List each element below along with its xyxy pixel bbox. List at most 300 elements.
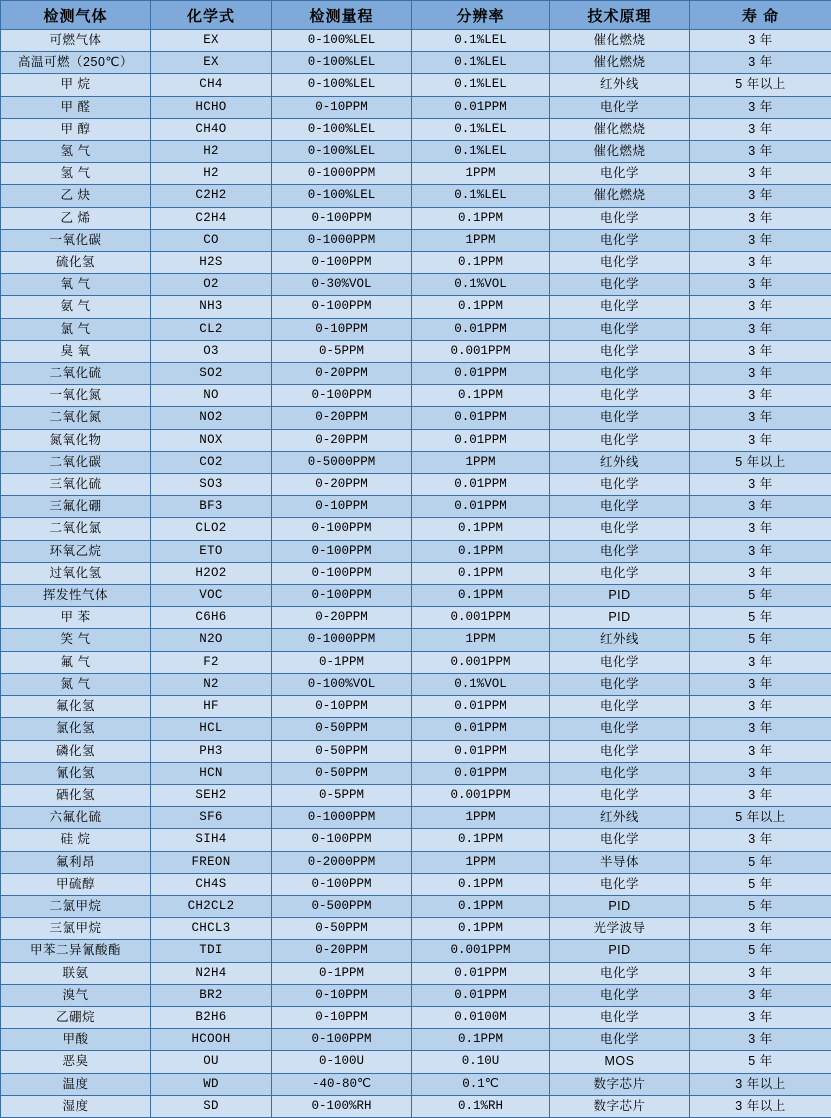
cell-resolution: 0.1PPM bbox=[412, 585, 550, 607]
cell-principle: PID bbox=[550, 895, 690, 917]
cell-gas: 氢 气 bbox=[1, 141, 151, 163]
table-body bbox=[1, 30, 831, 1118]
cell-principle: 电化学 bbox=[550, 784, 690, 806]
cell-lifespan: 5 年以上 bbox=[690, 451, 831, 473]
cell-lifespan: 3 年 bbox=[690, 518, 831, 540]
cell-formula: FREON bbox=[151, 851, 272, 873]
cell-range: 0-50PPM bbox=[272, 918, 412, 940]
cell-resolution: 0.01PPM bbox=[412, 96, 550, 118]
cell-lifespan: 5 年 bbox=[690, 895, 831, 917]
cell-lifespan: 3 年 bbox=[690, 673, 831, 695]
cell-resolution: 0.1%LEL bbox=[412, 185, 550, 207]
cell-range: 0-50PPM bbox=[272, 762, 412, 784]
cell-formula: HCOOH bbox=[151, 1029, 272, 1051]
cell-resolution: 0.001PPM bbox=[412, 607, 550, 629]
cell-range: 0-20PPM bbox=[272, 429, 412, 451]
table-row bbox=[1, 651, 831, 673]
cell-lifespan: 3 年 bbox=[690, 207, 831, 229]
cell-lifespan: 3 年以上 bbox=[690, 1095, 831, 1117]
cell-gas: 磷化氢 bbox=[1, 740, 151, 762]
cell-formula: SF6 bbox=[151, 807, 272, 829]
cell-lifespan: 3 年 bbox=[690, 651, 831, 673]
cell-principle: 催化燃烧 bbox=[550, 30, 690, 52]
table-row bbox=[1, 984, 831, 1006]
cell-gas: 氢 气 bbox=[1, 163, 151, 185]
cell-lifespan: 3 年 bbox=[690, 962, 831, 984]
cell-principle: 电化学 bbox=[550, 340, 690, 362]
cell-principle: 电化学 bbox=[550, 407, 690, 429]
table-row bbox=[1, 1029, 831, 1051]
cell-range: 0-1000PPM bbox=[272, 163, 412, 185]
cell-range: 0-100PPM bbox=[272, 562, 412, 584]
cell-principle: 电化学 bbox=[550, 1006, 690, 1028]
cell-principle: 红外线 bbox=[550, 74, 690, 96]
table-row bbox=[1, 918, 831, 940]
table-row bbox=[1, 762, 831, 784]
cell-resolution: 0.1PPM bbox=[412, 1029, 550, 1051]
cell-resolution: 0.1%LEL bbox=[412, 30, 550, 52]
cell-gas: 氯化氢 bbox=[1, 718, 151, 740]
cell-principle: 电化学 bbox=[550, 718, 690, 740]
cell-range: 0-10PPM bbox=[272, 96, 412, 118]
cell-gas: 硫化氢 bbox=[1, 252, 151, 274]
cell-resolution: 1PPM bbox=[412, 807, 550, 829]
cell-lifespan: 3 年 bbox=[690, 407, 831, 429]
cell-range: 0-10PPM bbox=[272, 696, 412, 718]
cell-lifespan: 5 年 bbox=[690, 873, 831, 895]
cell-lifespan: 5 年 bbox=[690, 1051, 831, 1073]
cell-gas: 联氨 bbox=[1, 962, 151, 984]
cell-principle: PID bbox=[550, 940, 690, 962]
cell-lifespan: 3 年 bbox=[690, 163, 831, 185]
column-header-formula: 化学式 bbox=[151, 1, 272, 30]
cell-formula: CH2CL2 bbox=[151, 895, 272, 917]
cell-gas: 氮 气 bbox=[1, 673, 151, 695]
cell-range: 0-1000PPM bbox=[272, 807, 412, 829]
cell-lifespan: 3 年 bbox=[690, 52, 831, 74]
cell-gas: 高温可燃（250℃） bbox=[1, 52, 151, 74]
cell-gas: 一氧化氮 bbox=[1, 385, 151, 407]
table-row bbox=[1, 673, 831, 695]
cell-lifespan: 3 年 bbox=[690, 918, 831, 940]
cell-range: 0-1000PPM bbox=[272, 629, 412, 651]
table-row bbox=[1, 141, 831, 163]
cell-gas: 环氧乙烷 bbox=[1, 540, 151, 562]
table-row bbox=[1, 1073, 831, 1095]
cell-gas: 氧 气 bbox=[1, 274, 151, 296]
cell-resolution: 0.01PPM bbox=[412, 718, 550, 740]
cell-gas: 硅 烷 bbox=[1, 829, 151, 851]
cell-range: 0-2000PPM bbox=[272, 851, 412, 873]
cell-gas: 臭 氧 bbox=[1, 340, 151, 362]
cell-principle: MOS bbox=[550, 1051, 690, 1073]
cell-formula: SD bbox=[151, 1095, 272, 1117]
cell-principle: PID bbox=[550, 607, 690, 629]
cell-gas: 可燃气体 bbox=[1, 30, 151, 52]
cell-gas: 溴气 bbox=[1, 984, 151, 1006]
cell-resolution: 0.1℃ bbox=[412, 1073, 550, 1095]
cell-resolution: 0.001PPM bbox=[412, 651, 550, 673]
cell-range: -40-80℃ bbox=[272, 1073, 412, 1095]
cell-lifespan: 5 年以上 bbox=[690, 807, 831, 829]
table-row bbox=[1, 895, 831, 917]
cell-resolution: 0.1PPM bbox=[412, 895, 550, 917]
cell-formula: EX bbox=[151, 52, 272, 74]
cell-principle: 电化学 bbox=[550, 207, 690, 229]
cell-principle: 催化燃烧 bbox=[550, 52, 690, 74]
cell-lifespan: 5 年 bbox=[690, 607, 831, 629]
cell-lifespan: 3 年 bbox=[690, 474, 831, 496]
cell-principle: 电化学 bbox=[550, 562, 690, 584]
cell-resolution: 0.01PPM bbox=[412, 496, 550, 518]
cell-range: 0-1PPM bbox=[272, 651, 412, 673]
table-row bbox=[1, 1006, 831, 1028]
table-row bbox=[1, 1095, 831, 1117]
cell-resolution: 0.1PPM bbox=[412, 562, 550, 584]
cell-resolution: 0.1PPM bbox=[412, 518, 550, 540]
cell-gas: 六氟化硫 bbox=[1, 807, 151, 829]
cell-formula: NH3 bbox=[151, 296, 272, 318]
table-header-row bbox=[1, 1, 831, 30]
table-row bbox=[1, 296, 831, 318]
cell-resolution: 0.01PPM bbox=[412, 762, 550, 784]
cell-principle: 电化学 bbox=[550, 762, 690, 784]
cell-principle: 数字芯片 bbox=[550, 1095, 690, 1117]
cell-gas: 过氧化氢 bbox=[1, 562, 151, 584]
cell-principle: 电化学 bbox=[550, 984, 690, 1006]
cell-range: 0-100PPM bbox=[272, 518, 412, 540]
cell-principle: 电化学 bbox=[550, 496, 690, 518]
cell-formula: H2 bbox=[151, 163, 272, 185]
cell-lifespan: 3 年 bbox=[690, 363, 831, 385]
cell-lifespan: 3 年 bbox=[690, 118, 831, 140]
cell-resolution: 0.1PPM bbox=[412, 918, 550, 940]
cell-resolution: 0.001PPM bbox=[412, 340, 550, 362]
cell-resolution: 0.01PPM bbox=[412, 962, 550, 984]
cell-formula: PH3 bbox=[151, 740, 272, 762]
cell-resolution: 0.01PPM bbox=[412, 984, 550, 1006]
cell-lifespan: 3 年 bbox=[690, 274, 831, 296]
table-row bbox=[1, 451, 831, 473]
cell-range: 0-100PPM bbox=[272, 540, 412, 562]
cell-principle: 半导体 bbox=[550, 851, 690, 873]
cell-formula: C2H4 bbox=[151, 207, 272, 229]
cell-formula: BF3 bbox=[151, 496, 272, 518]
table-row bbox=[1, 940, 831, 962]
cell-lifespan: 3 年 bbox=[690, 340, 831, 362]
cell-range: 0-100PPM bbox=[272, 873, 412, 895]
cell-resolution: 1PPM bbox=[412, 229, 550, 251]
cell-principle: 电化学 bbox=[550, 696, 690, 718]
cell-formula: CH4S bbox=[151, 873, 272, 895]
cell-range: 0-100%LEL bbox=[272, 74, 412, 96]
cell-range: 0-10PPM bbox=[272, 1006, 412, 1028]
cell-gas: 甲硫醇 bbox=[1, 873, 151, 895]
cell-gas: 甲 醇 bbox=[1, 118, 151, 140]
cell-gas: 甲 烷 bbox=[1, 74, 151, 96]
table-row bbox=[1, 363, 831, 385]
cell-resolution: 0.001PPM bbox=[412, 784, 550, 806]
cell-resolution: 0.1%RH bbox=[412, 1095, 550, 1117]
cell-principle: 电化学 bbox=[550, 1029, 690, 1051]
table-row bbox=[1, 318, 831, 340]
cell-resolution: 1PPM bbox=[412, 629, 550, 651]
cell-lifespan: 3 年 bbox=[690, 562, 831, 584]
cell-lifespan: 3 年 bbox=[690, 740, 831, 762]
table-row bbox=[1, 540, 831, 562]
table-row bbox=[1, 474, 831, 496]
cell-resolution: 0.1PPM bbox=[412, 873, 550, 895]
cell-formula: HCL bbox=[151, 718, 272, 740]
cell-principle: 红外线 bbox=[550, 629, 690, 651]
cell-lifespan: 3 年 bbox=[690, 30, 831, 52]
cell-formula: SO3 bbox=[151, 474, 272, 496]
cell-gas: 挥发性气体 bbox=[1, 585, 151, 607]
cell-principle: 数字芯片 bbox=[550, 1073, 690, 1095]
cell-formula: SIH4 bbox=[151, 829, 272, 851]
column-header-resolution: 分辨率 bbox=[412, 1, 550, 30]
cell-range: 0-5PPM bbox=[272, 340, 412, 362]
cell-gas: 湿度 bbox=[1, 1095, 151, 1117]
cell-formula: EX bbox=[151, 30, 272, 52]
cell-gas: 温度 bbox=[1, 1073, 151, 1095]
cell-formula: CH4 bbox=[151, 74, 272, 96]
cell-range: 0-20PPM bbox=[272, 607, 412, 629]
table-row bbox=[1, 784, 831, 806]
cell-formula: OU bbox=[151, 1051, 272, 1073]
cell-principle: 催化燃烧 bbox=[550, 185, 690, 207]
cell-gas: 甲苯二异氰酸酯 bbox=[1, 940, 151, 962]
cell-principle: 电化学 bbox=[550, 96, 690, 118]
cell-principle: 电化学 bbox=[550, 518, 690, 540]
cell-gas: 氟利昂 bbox=[1, 851, 151, 873]
cell-resolution: 0.1%LEL bbox=[412, 118, 550, 140]
cell-resolution: 1PPM bbox=[412, 451, 550, 473]
cell-lifespan: 5 年以上 bbox=[690, 74, 831, 96]
cell-range: 0-100PPM bbox=[272, 585, 412, 607]
cell-resolution: 0.01PPM bbox=[412, 696, 550, 718]
cell-principle: PID bbox=[550, 585, 690, 607]
cell-lifespan: 3 年 bbox=[690, 229, 831, 251]
cell-range: 0-100%RH bbox=[272, 1095, 412, 1117]
cell-principle: 红外线 bbox=[550, 451, 690, 473]
cell-lifespan: 3 年 bbox=[690, 762, 831, 784]
table-row bbox=[1, 696, 831, 718]
cell-formula: H2S bbox=[151, 252, 272, 274]
cell-formula: SEH2 bbox=[151, 784, 272, 806]
cell-range: 0-10PPM bbox=[272, 984, 412, 1006]
column-header-gas: 检测气体 bbox=[1, 1, 151, 30]
cell-formula: H2 bbox=[151, 141, 272, 163]
table-row bbox=[1, 851, 831, 873]
cell-principle: 电化学 bbox=[550, 163, 690, 185]
cell-resolution: 0.1PPM bbox=[412, 296, 550, 318]
cell-range: 0-100%LEL bbox=[272, 185, 412, 207]
cell-principle: 电化学 bbox=[550, 962, 690, 984]
cell-range: 0-100%LEL bbox=[272, 52, 412, 74]
cell-gas: 氨 气 bbox=[1, 296, 151, 318]
cell-principle: 电化学 bbox=[550, 873, 690, 895]
cell-range: 0-50PPM bbox=[272, 740, 412, 762]
cell-range: 0-100PPM bbox=[272, 1029, 412, 1051]
cell-lifespan: 3 年 bbox=[690, 496, 831, 518]
table-header bbox=[1, 1, 831, 30]
cell-range: 0-20PPM bbox=[272, 407, 412, 429]
cell-resolution: 0.1PPM bbox=[412, 207, 550, 229]
cell-formula: N2O bbox=[151, 629, 272, 651]
cell-formula: N2 bbox=[151, 673, 272, 695]
cell-lifespan: 3 年以上 bbox=[690, 1073, 831, 1095]
table-row bbox=[1, 1051, 831, 1073]
cell-range: 0-30%VOL bbox=[272, 274, 412, 296]
cell-resolution: 1PPM bbox=[412, 851, 550, 873]
cell-resolution: 0.1%VOL bbox=[412, 673, 550, 695]
table-row bbox=[1, 807, 831, 829]
cell-resolution: 0.01PPM bbox=[412, 740, 550, 762]
cell-gas: 三氯甲烷 bbox=[1, 918, 151, 940]
cell-resolution: 0.10U bbox=[412, 1051, 550, 1073]
cell-gas: 三氧化硫 bbox=[1, 474, 151, 496]
cell-resolution: 0.001PPM bbox=[412, 940, 550, 962]
table-row bbox=[1, 252, 831, 274]
cell-principle: 电化学 bbox=[550, 318, 690, 340]
cell-range: 0-1000PPM bbox=[272, 229, 412, 251]
cell-lifespan: 3 年 bbox=[690, 185, 831, 207]
cell-principle: 电化学 bbox=[550, 363, 690, 385]
cell-resolution: 0.01PPM bbox=[412, 429, 550, 451]
table-row bbox=[1, 163, 831, 185]
cell-formula: VOC bbox=[151, 585, 272, 607]
table-row bbox=[1, 740, 831, 762]
table-row bbox=[1, 429, 831, 451]
cell-formula: CO bbox=[151, 229, 272, 251]
cell-gas: 乙 炔 bbox=[1, 185, 151, 207]
table-row bbox=[1, 52, 831, 74]
cell-range: 0-100PPM bbox=[272, 207, 412, 229]
cell-gas: 氮氧化物 bbox=[1, 429, 151, 451]
cell-lifespan: 5 年 bbox=[690, 851, 831, 873]
cell-formula: NO2 bbox=[151, 407, 272, 429]
table-row bbox=[1, 74, 831, 96]
cell-lifespan: 3 年 bbox=[690, 429, 831, 451]
cell-formula: BR2 bbox=[151, 984, 272, 1006]
cell-principle: 电化学 bbox=[550, 829, 690, 851]
cell-lifespan: 5 年 bbox=[690, 585, 831, 607]
cell-range: 0-100%VOL bbox=[272, 673, 412, 695]
cell-principle: 催化燃烧 bbox=[550, 118, 690, 140]
cell-resolution: 1PPM bbox=[412, 163, 550, 185]
cell-range: 0-100U bbox=[272, 1051, 412, 1073]
cell-resolution: 0.01PPM bbox=[412, 474, 550, 496]
cell-lifespan: 5 年 bbox=[690, 940, 831, 962]
cell-range: 0-100%LEL bbox=[272, 30, 412, 52]
cell-range: 0-1PPM bbox=[272, 962, 412, 984]
cell-gas: 二氧化氯 bbox=[1, 518, 151, 540]
table-row bbox=[1, 185, 831, 207]
cell-gas: 乙硼烷 bbox=[1, 1006, 151, 1028]
cell-formula: HF bbox=[151, 696, 272, 718]
cell-gas: 二氧化氮 bbox=[1, 407, 151, 429]
cell-formula: HCN bbox=[151, 762, 272, 784]
cell-formula: N2H4 bbox=[151, 962, 272, 984]
cell-range: 0-20PPM bbox=[272, 940, 412, 962]
cell-resolution: 0.1%VOL bbox=[412, 274, 550, 296]
cell-lifespan: 3 年 bbox=[690, 1006, 831, 1028]
cell-formula: F2 bbox=[151, 651, 272, 673]
cell-principle: 光学波导 bbox=[550, 918, 690, 940]
cell-formula: HCHO bbox=[151, 96, 272, 118]
cell-range: 0-500PPM bbox=[272, 895, 412, 917]
column-header-lifespan: 寿 命 bbox=[690, 1, 831, 30]
cell-principle: 电化学 bbox=[550, 429, 690, 451]
cell-gas: 氟 气 bbox=[1, 651, 151, 673]
cell-gas: 硒化氢 bbox=[1, 784, 151, 806]
table-row bbox=[1, 562, 831, 584]
cell-resolution: 0.1%LEL bbox=[412, 74, 550, 96]
cell-principle: 红外线 bbox=[550, 807, 690, 829]
cell-formula: C2H2 bbox=[151, 185, 272, 207]
cell-formula: H2O2 bbox=[151, 562, 272, 584]
cell-resolution: 0.1PPM bbox=[412, 385, 550, 407]
cell-resolution: 0.1PPM bbox=[412, 829, 550, 851]
cell-formula: O3 bbox=[151, 340, 272, 362]
cell-lifespan: 3 年 bbox=[690, 141, 831, 163]
cell-lifespan: 3 年 bbox=[690, 718, 831, 740]
table-row bbox=[1, 518, 831, 540]
cell-range: 0-50PPM bbox=[272, 718, 412, 740]
cell-gas: 甲酸 bbox=[1, 1029, 151, 1051]
cell-gas: 甲 苯 bbox=[1, 607, 151, 629]
cell-lifespan: 3 年 bbox=[690, 385, 831, 407]
cell-gas: 恶臭 bbox=[1, 1051, 151, 1073]
cell-lifespan: 3 年 bbox=[690, 252, 831, 274]
table-row bbox=[1, 585, 831, 607]
cell-principle: 电化学 bbox=[550, 651, 690, 673]
column-header-principle: 技术原理 bbox=[550, 1, 690, 30]
table-row bbox=[1, 385, 831, 407]
cell-range: 0-5PPM bbox=[272, 784, 412, 806]
cell-principle: 催化燃烧 bbox=[550, 141, 690, 163]
cell-resolution: 0.01PPM bbox=[412, 318, 550, 340]
table-row bbox=[1, 718, 831, 740]
cell-gas: 二氧化硫 bbox=[1, 363, 151, 385]
table-row bbox=[1, 873, 831, 895]
cell-formula: TDI bbox=[151, 940, 272, 962]
cell-formula: NO bbox=[151, 385, 272, 407]
cell-range: 0-100PPM bbox=[272, 829, 412, 851]
cell-principle: 电化学 bbox=[550, 229, 690, 251]
cell-gas: 甲 醛 bbox=[1, 96, 151, 118]
cell-formula: O2 bbox=[151, 274, 272, 296]
cell-range: 0-20PPM bbox=[272, 474, 412, 496]
table-row bbox=[1, 829, 831, 851]
cell-formula: C6H6 bbox=[151, 607, 272, 629]
table-row bbox=[1, 274, 831, 296]
cell-principle: 电化学 bbox=[550, 540, 690, 562]
cell-principle: 电化学 bbox=[550, 274, 690, 296]
table-row bbox=[1, 496, 831, 518]
cell-principle: 电化学 bbox=[550, 296, 690, 318]
cell-gas: 二氯甲烷 bbox=[1, 895, 151, 917]
cell-range: 0-100PPM bbox=[272, 296, 412, 318]
cell-principle: 电化学 bbox=[550, 252, 690, 274]
cell-formula: CLO2 bbox=[151, 518, 272, 540]
cell-gas: 氰化氢 bbox=[1, 762, 151, 784]
table-row bbox=[1, 962, 831, 984]
cell-resolution: 0.1PPM bbox=[412, 540, 550, 562]
cell-range: 0-10PPM bbox=[272, 318, 412, 340]
column-header-range: 检测量程 bbox=[272, 1, 412, 30]
